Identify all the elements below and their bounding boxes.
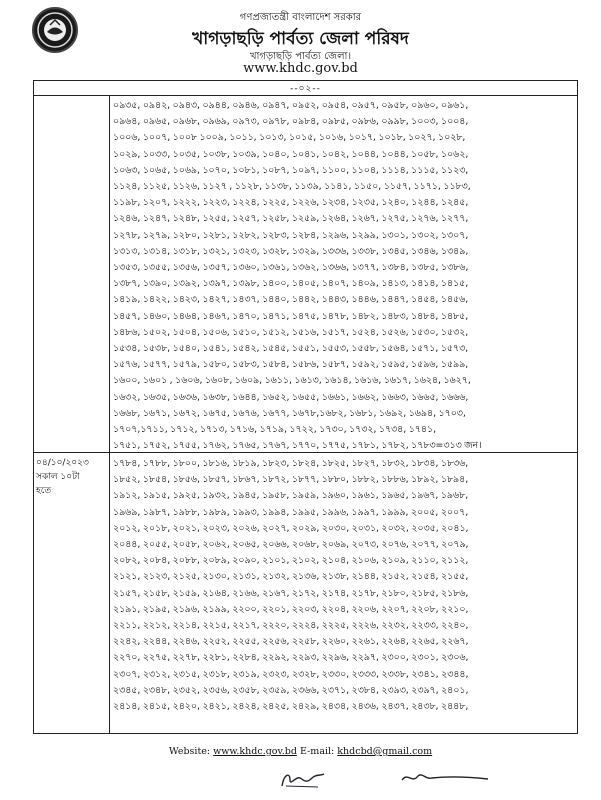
footer-contact [0,746,601,757]
roll-line: ২০৮২, ২০৮৪, ২০৮৮, ২০৮৯, ২০৯০, ২১০১, ২১০২, ২১০৪, ২১০৬, ২১০৯, ২১১০, ২১১২, [113,555,469,567]
roll-line: ০৯৩৫, ০৯৪২, ০৯৪৩, ০৯৪৪, ০৯৪৬, ০৯৪৭, ০৯৫২, ০৯৫৪, ০৯৫৭, ০৯৫৮, ০৯৬০, ০৯৬১, [113,100,469,111]
signature-right [400,770,490,786]
footer-website-label: Website: [168,746,211,757]
roll-line: ০৯৬৪, ০৯৬৫, ০৯৬৮, ০৯৬৯, ০৯৭৩, ০৯৭৮, ০৯৮৪, ০৯৮৫, ০৯৮৬, ০৯৯৮, ১০০৩, ১০০৪, [113,116,469,128]
roll-line: ১৭৮৪, ১৭৮৮, ১৮০০, ১৮১৬, ১৮১৯, ১৮২৩, ১৮২৪, ১৮২৫, ১৮২৭, ১৮৩২, ১৮৩৪, ১৮৩৬, [113,458,469,469]
roll-line: ১০২৯, ১০৩৩, ১০৩৫, ১০৩৮, ১০৩৯, ১০৪০, ১০৪১, ১০৪২, ১০৪৪, ১০৪৪, ১০৫৮, ১০৬২, [113,148,469,160]
roll-line: ১৭৫১, ১৭৫২, ১৭৫৫, ১৭৬২, ১৭৬৫, ১৭৬৭, ১৭৭০, ১৭৭৫, ১৭৮১, ১৭৮২, ১৭৮৩=৩১৩ জন। [113,440,482,452]
footer-email-label: E-mail: [299,746,335,757]
header-website[interactable]: www.khdc.gov.bd [243,61,358,76]
roll-line: ২৪১৪, ২৪১৫, ২৪২০, ২৪২১, ২৪২৪, ২৪২৫, ২৪২৯, ২৪৩৪, ২৪৩৬, ২৪৩৭, ২৪৩৮, ২৪৪৮, [113,701,469,713]
roll-line: ১৫৭৬, ১৫৭৭, ১৫৭৯, ১৫৮০, ১৫৮৩, ১৫৮৪, ১৫৮৬, ১৫৮৭, ১৫৯২, ১৫৯৫, ১৫৯৬, ১৫৯৯, [113,359,469,371]
roll-line: ১৮৫২, ১৮৫৪, ১৮৫৬, ১৮৫৭, ১৮৬৭, ১৮৭২, ১৮৭৭, ১৮৮০, ১৮৮২, ১৮৮৬, ১৮৯২, ১৮৯৪, [113,474,469,486]
roll-line: ১০৬৩, ১০৬৫, ১০৬৯, ১০৭০, ১০৮১, ১০৮৭, ১০৯৭, ১১০০, ১১০৪, ১১১৪, ১১১৫, ১১২৩, [113,164,469,176]
roll-line: ২৩৪৫, ২৩৪৮, ২৩৫২, ২৩৫৬, ২৩৫৮, ২৩৫৯, ২৩৬৬, ২৩৭১, ২৩৮৪, ২৩৯৩, ২৩৯৭, ২৪০১, [113,684,469,696]
roll-line: ২১২১, ২১২৩, ২১২৫, ২১৩০, ২১৩১, ২১৩২, ২১৩৬, ২১৩৮, ২১৪৪, ২১৫২, ২১৫৪, ২১৫৫, [113,571,469,583]
roll-line: ২২৪২, ২২৪৪, ২২৪৬, ২২৫২, ২২৫৫, ২২৫৬, ২২৫৮, ২২৬০, ২২৬১, ২২৬৪, ২২৬৫, ২২৬৭, [113,636,469,648]
roll-line: ১০০৬, ১০০৭, ১০০৮ ১০০৯, ১০১১, ১০১৩, ১০১৫, ১০১৬, ১০১৭, ১০১৮, ১০২৭, ১০২৮, [113,132,466,144]
roll-line: ১৬৬৮, ১৬৭১, ১৬৭২, ১৬৭৫, ১৬৭৬, ১৬৭৭, ১৬৭৮,১৬৮২, ১৬৮১, ১৬৯২, ১৬৯৪, ১৭০৩, [113,407,466,419]
header-government: গণপ্রজাতন্ত্রী বাংলাদেশ সরকার [239,12,362,23]
roll-line: ১৪৮৬, ১৫০২, ১৫০৪, ১৫০৬, ১৫১০, ১৫১২, ১৫১৬, ১৫১৭, ১৫২৪, ১৫২৬, ১৫৩০, ১৫৩২, [113,326,469,338]
roll-line: ২২১১, ২২১২, ২২১৪, ২২১৫, ২২১৭, ২২২০, ২২২৪, ২২২৫, ২২২৬, ২২৩২, ২২৩৩, ২২৪০, [113,620,469,632]
roll-line: ১৪৫৭, ১৪৬০, ১৪৬৪, ১৪৬৭, ১৪৭০, ১৪৭১, ১৪৭৫, ১৪৭৮, ১৪৮২, ১৪৮৩, ১৪৮৪, ১৪৮৫, [113,310,469,322]
roll-number-list-1 [113,98,577,450]
roll-line: ২২৭০, ২২৭৫, ২২৭৮, ২২৮১, ২২৮৪, ২২৯২, ২২৯৩, ২২৯৬, ২২৯৭, ২৩০০, ২৩০১, ২৩০৬, [113,652,469,664]
roll-line: ১৩১৩, ১৩১৪, ১৩১৮, ১৩২১, ১৩২৩, ১৩২৮, ১৩২৯, ১৩৩৬, ১৩৩৮, ১৩৪৫, ১৩৪৬, ১৩৪৯, [113,245,469,257]
footer-email-link[interactable]: khdcbd@gmail.com [337,746,433,757]
footer-website-link[interactable]: www.khdc.gov.bd [213,746,297,757]
roll-line: ১১২৪, ১১২৫, ১১২৬, ১১২৭ , ১১২৮, ১১৩৮, ১১৩৯, ১১৪১, ১১৫০, ১১৫৭, ১১৭১, ১১৮৩, [113,181,471,193]
roll-line: ১২৭৮, ১২৭৯, ১২৮০, ১২৮১, ১২৮২, ১২৮৩, ১২৮৪, ১২৯৬, ১২৯৯, ১৩০১, ১৩০২, ১৩০৭, [113,229,469,241]
roll-line: ১৬৩২, ১৬৩৫, ১৬৩৬, ১৬৩৮, ১৬৪৪, ১৬৫২, ১৬৫৫, ১৬৬১, ১৬৬২, ১৬৬৩, ১৬৬৫, ১৬৬৬, [113,391,469,403]
roll-line: ২৩০৭, ২৩১২, ২৩১৫, ২৩১৮, ২৩১৯, ২৩২৩, ২৩২৮, ২৩৩০, ২৩৩৩, ২৩৩৮, ২৩৪১, ২৩৪৪, [113,668,469,680]
roll-line: ১১৯৮, ১২০৭, ১২২২, ১২২৩, ১২২৪, ১২২৫, ১২২৬, ১২৩৪, ১২৩৫, ১২৪০, ১২৪৪, ১২৪৫, [113,197,469,209]
roll-line: ১৩৮৭, ১৩৯০, ১৩৯২, ১৩৯৭, ১৩৯৮, ১৪০০, ১৪০৫, ১৪০৭, ১৪০৯, ১৪১৩, ১৪১৪, ১৪১৫, [113,278,469,290]
roll-line: ১৫৩৪, ১৫৩৮, ১৫৪০, ১৫৪১, ১৫৪২, ১৫৪৫, ১৫৫১, ১৫৫৩, ১৫৫৮, ১৫৬৪, ১৫৭১, ১৫৭৩, [113,343,469,355]
roll-line: ১৪১৯, ১৪২২, ১৪২৩, ১৪২৭, ১৪৩৭, ১৪৪০, ১৪৪২, ১৪৪৩, ১৪৪৬, ১৪৪৭, ১৪৫৪, ১৪৫৬, [113,294,469,306]
page-number-marker: --০২-- [290,84,321,94]
roll-line: ১৭০৭,১৭১১, ১৭১২, ১৭১৩, ১৭১৬, ১৭১৯, ১৭২২, ১৭৩০, ১৭৩২, ১৭৩৪, ১৭৪১, [113,424,437,436]
table-column-divider [109,95,110,734]
roll-number-list-2 [113,456,577,732]
roll-line: ১৬০০, ১৬০১ , ১৬০৬, ১৬০৮, ১৬০৯, ১৬১১, ১৬১৩, ১৬১৪, ১৬১৬, ১৬১৭, ১৬২৪, ১৬২৭, [113,375,471,387]
roll-line: ১৩৫৩, ১৩৫৫, ১৩৫৬, ১৩৫৭, ১৩৬০, ১৩৬১, ১৩৬২, ১৩৬৬, ১৩৭৭, ১৩৮৪, ১৩৮৫, ১৩৮৬, [113,262,469,274]
roll-line: ২০১২, ২০১৮, ২০২১, ২০২৩, ২০২৬, ২০২৭, ২০২৯, ২০৩০, ২০৩১, ২০৩২, ২০৩৫, ২০৪১, [113,522,469,534]
roll-line: ২১৫৭, ২১৫৮, ২১৫৯, ২১৬৪, ২১৬৬, ২১৬৭, ২১৭২, ২১৭৪, ২১৭৮, ২১৮০, ২১৮৫, ২১৮৬, [113,587,469,599]
header-council-title: খাগড়াছড়ি পার্বত্য জেলা পরিষদ [192,29,409,49]
table-top-divider [33,95,578,96]
signature-left [278,768,328,790]
roll-line: ১২৪৬, ১২৪৭, ১২৪৮, ১২৫৫, ১২৫৭, ১২৫৮, ১২৫৯, ১২৬৪, ১২৬৭, ১২৭৫, ১২৭৬, ১২৭৭, [113,213,469,225]
roll-line: ২০৪৪, ২০৫৫, ২০৫৮, ২০৬২, ২০৬৫, ২০৬৬, ২০৬৮, ২০৬৯, ২০৭৩, ২০৭৬, ২০৭৭, ২০৭৯, [113,539,469,551]
roll-line: ১৯৬৯, ১৯৮৭, ১৯৮৮, ১৯৮৯, ১৯৯৩, ১৯৯৪, ১৯৯৫, ১৯৯৬, ১৯৯৭, ১৯৯৯, ২০০৫, ২০০৭, [113,506,469,518]
header-district: খাগড়াছড়ি পার্বত্য জেলা। [249,51,352,62]
schedule-date-cell: ০৪/১০/২০২৩ সকাল ১০টা হতে [36,458,89,496]
roll-line: ১৯১২, ১৯১৫, ১৯২৫, ১৯৩২, ১৯৪৫, ১৯৫৮, ১৯৫৯, ১৯৬০, ১৯৬১, ১৯৬৫, ১৯৬৭, ১৯৬৮, [113,490,469,502]
roll-line: ২১৯১, ২১৯৫, ২১৯৬, ২১৯৯, ২২০০, ২২০১, ২২০৩, ২২০৪, ২২০৬, ২২০৭, ২২০৮, ২২১০, [113,603,469,615]
